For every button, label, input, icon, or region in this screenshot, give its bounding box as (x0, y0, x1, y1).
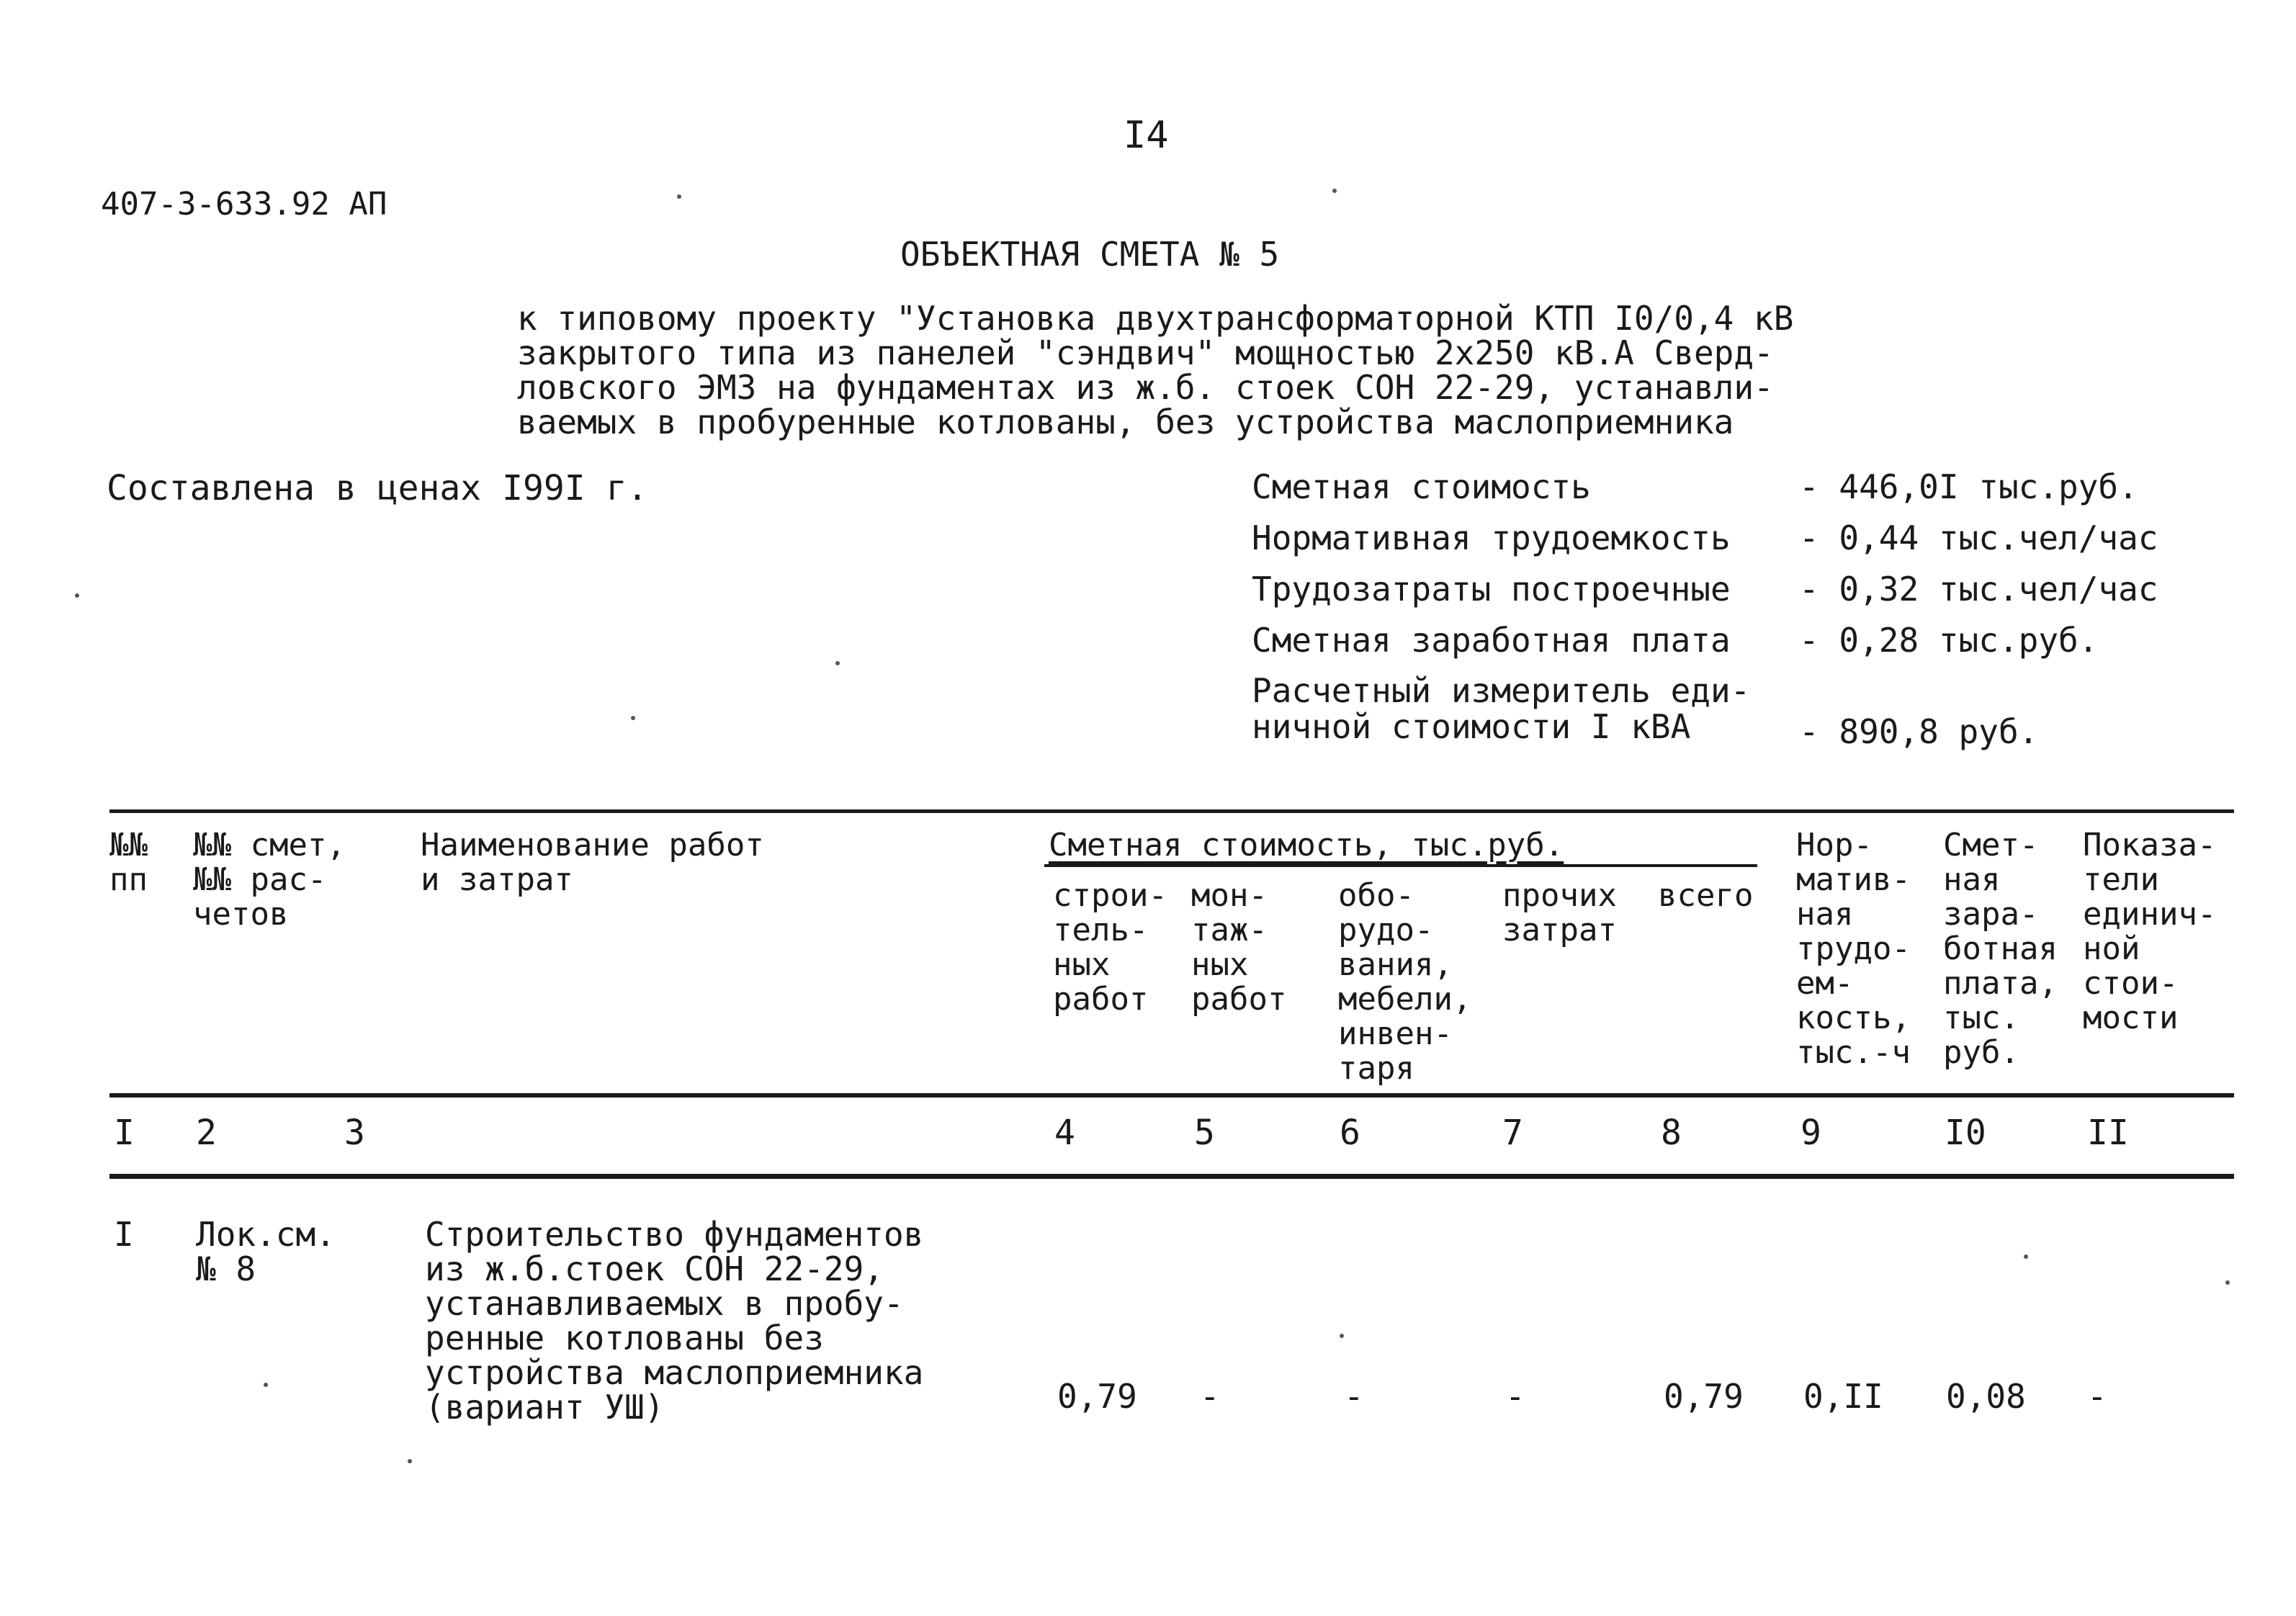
row-installation: - (1200, 1377, 1220, 1416)
row-wages: 0,08 (1946, 1377, 2026, 1416)
row-construction: 0,79 (1057, 1377, 1137, 1416)
scan-speck (631, 716, 635, 720)
header-unit-cost: Показа- тели единич- ной стои- мости (2083, 827, 2217, 1036)
numbering-bottom-rule (109, 1174, 2234, 1179)
scan-speck (835, 661, 840, 665)
header-wages: Смет- ная зара- ботная плата, тыс. руб. (1943, 827, 2058, 1071)
row-equipment: - (1344, 1377, 1364, 1416)
summary-label: Нормативная трудоемкость (1252, 519, 1731, 557)
scan-speck (2225, 1280, 2230, 1285)
column-number: 7 (1502, 1113, 1523, 1153)
summary-value: - 0,28 тыс.руб. (1799, 621, 2099, 660)
column-number: 9 (1801, 1113, 1821, 1153)
header-other: прочих затрат (1502, 877, 1617, 948)
summary-label: Расчетный измеритель еди- ничной стоимости I кВА (1252, 671, 1751, 746)
header-construction: строи- тель- ных работ (1053, 877, 1167, 1018)
column-number: II (2087, 1113, 2129, 1153)
row-total: 0,79 (1664, 1377, 1744, 1416)
column-number: I0 (1945, 1113, 1986, 1153)
header-row-number: №№ пп (109, 827, 148, 898)
prices-note: Составлена в ценах I99I г. (107, 468, 648, 508)
summary-label: Трудозатраты построечные (1252, 570, 1731, 609)
scan-speck (677, 194, 681, 199)
column-number: 4 (1054, 1113, 1075, 1153)
summary-value: - 446,0I тыс.руб. (1799, 467, 2138, 506)
column-number: 6 (1340, 1113, 1360, 1153)
column-number: 3 (344, 1113, 365, 1153)
row-number: I (114, 1215, 134, 1254)
scan-speck (1332, 189, 1337, 193)
summary-label: Сметная стоимость (1252, 467, 1591, 506)
document-code: 407-3-633.92 АП (101, 186, 387, 223)
subtitle-line: к типовому проекту "Установка двухтрансформаторной КТП I0/0,4 кВ (517, 299, 1794, 338)
table-top-rule (109, 809, 2234, 813)
column-number: I (114, 1113, 135, 1153)
scan-speck (264, 1383, 268, 1387)
scan-speck (2024, 1254, 2028, 1259)
subtitle-line: ловского ЭМЗ на фундаментах из ж.б. стоек СОН 22-29, устанавли- (517, 368, 1774, 407)
summary-label: Сметная заработная плата (1252, 621, 1731, 660)
row-estimate-ref: Лок.см. № 8 (196, 1215, 336, 1288)
header-equipment: обо- рудо- вания, мебели, инвен- таря (1338, 877, 1472, 1087)
row-unit-cost: - (2087, 1377, 2107, 1416)
subtitle-line: закрытого типа из панелей "сэндвич" мощностью 2х250 кВ.А Сверд- (517, 333, 1774, 372)
row-other: - (1505, 1377, 1525, 1416)
header-estimate-ref: №№ смет, №№ рас- четов (193, 827, 346, 933)
subtitle-line: ваемых в пробуренные котлованы, без устройства маслоприемника (517, 403, 1734, 441)
header-cost-group: Сметная стоимость, тыс.руб. (1049, 827, 1564, 863)
summary-value: - 890,8 руб. (1799, 712, 2039, 751)
header-labor: Нор- матив- ная трудо- ем- кость, тыс.-ч (1796, 827, 1911, 1071)
scan-speck (1340, 1334, 1344, 1338)
header-total: всего (1658, 877, 1754, 914)
scan-speck (408, 1459, 412, 1463)
row-labor: 0,II (1803, 1377, 1883, 1416)
document-subtitle (517, 301, 1871, 439)
summary-value: - 0,44 тыс.чел/час (1799, 519, 2158, 557)
header-installation: мон- таж- ных работ (1191, 877, 1287, 1018)
column-number: 8 (1661, 1113, 1682, 1153)
document-title: ОБЪЕКТНАЯ СМЕТА № 5 (900, 235, 1280, 274)
page-number: I4 (1124, 114, 1169, 157)
header-work-name: Наименование работ и затрат (421, 827, 764, 898)
summary-value: - 0,32 тыс.чел/час (1799, 570, 2158, 609)
scan-speck (75, 593, 79, 598)
column-number: 2 (196, 1113, 217, 1153)
header-bottom-rule (109, 1093, 2234, 1097)
cost-group-underline (1044, 864, 1757, 867)
column-number: 5 (1194, 1113, 1215, 1153)
row-work-name: Строительство фундаментов из ж.б.стоек СОН 22-29, устанавливаемых в пробу- ренные котлованы без устройства маслоприемника (вариант УШ) (425, 1215, 924, 1427)
